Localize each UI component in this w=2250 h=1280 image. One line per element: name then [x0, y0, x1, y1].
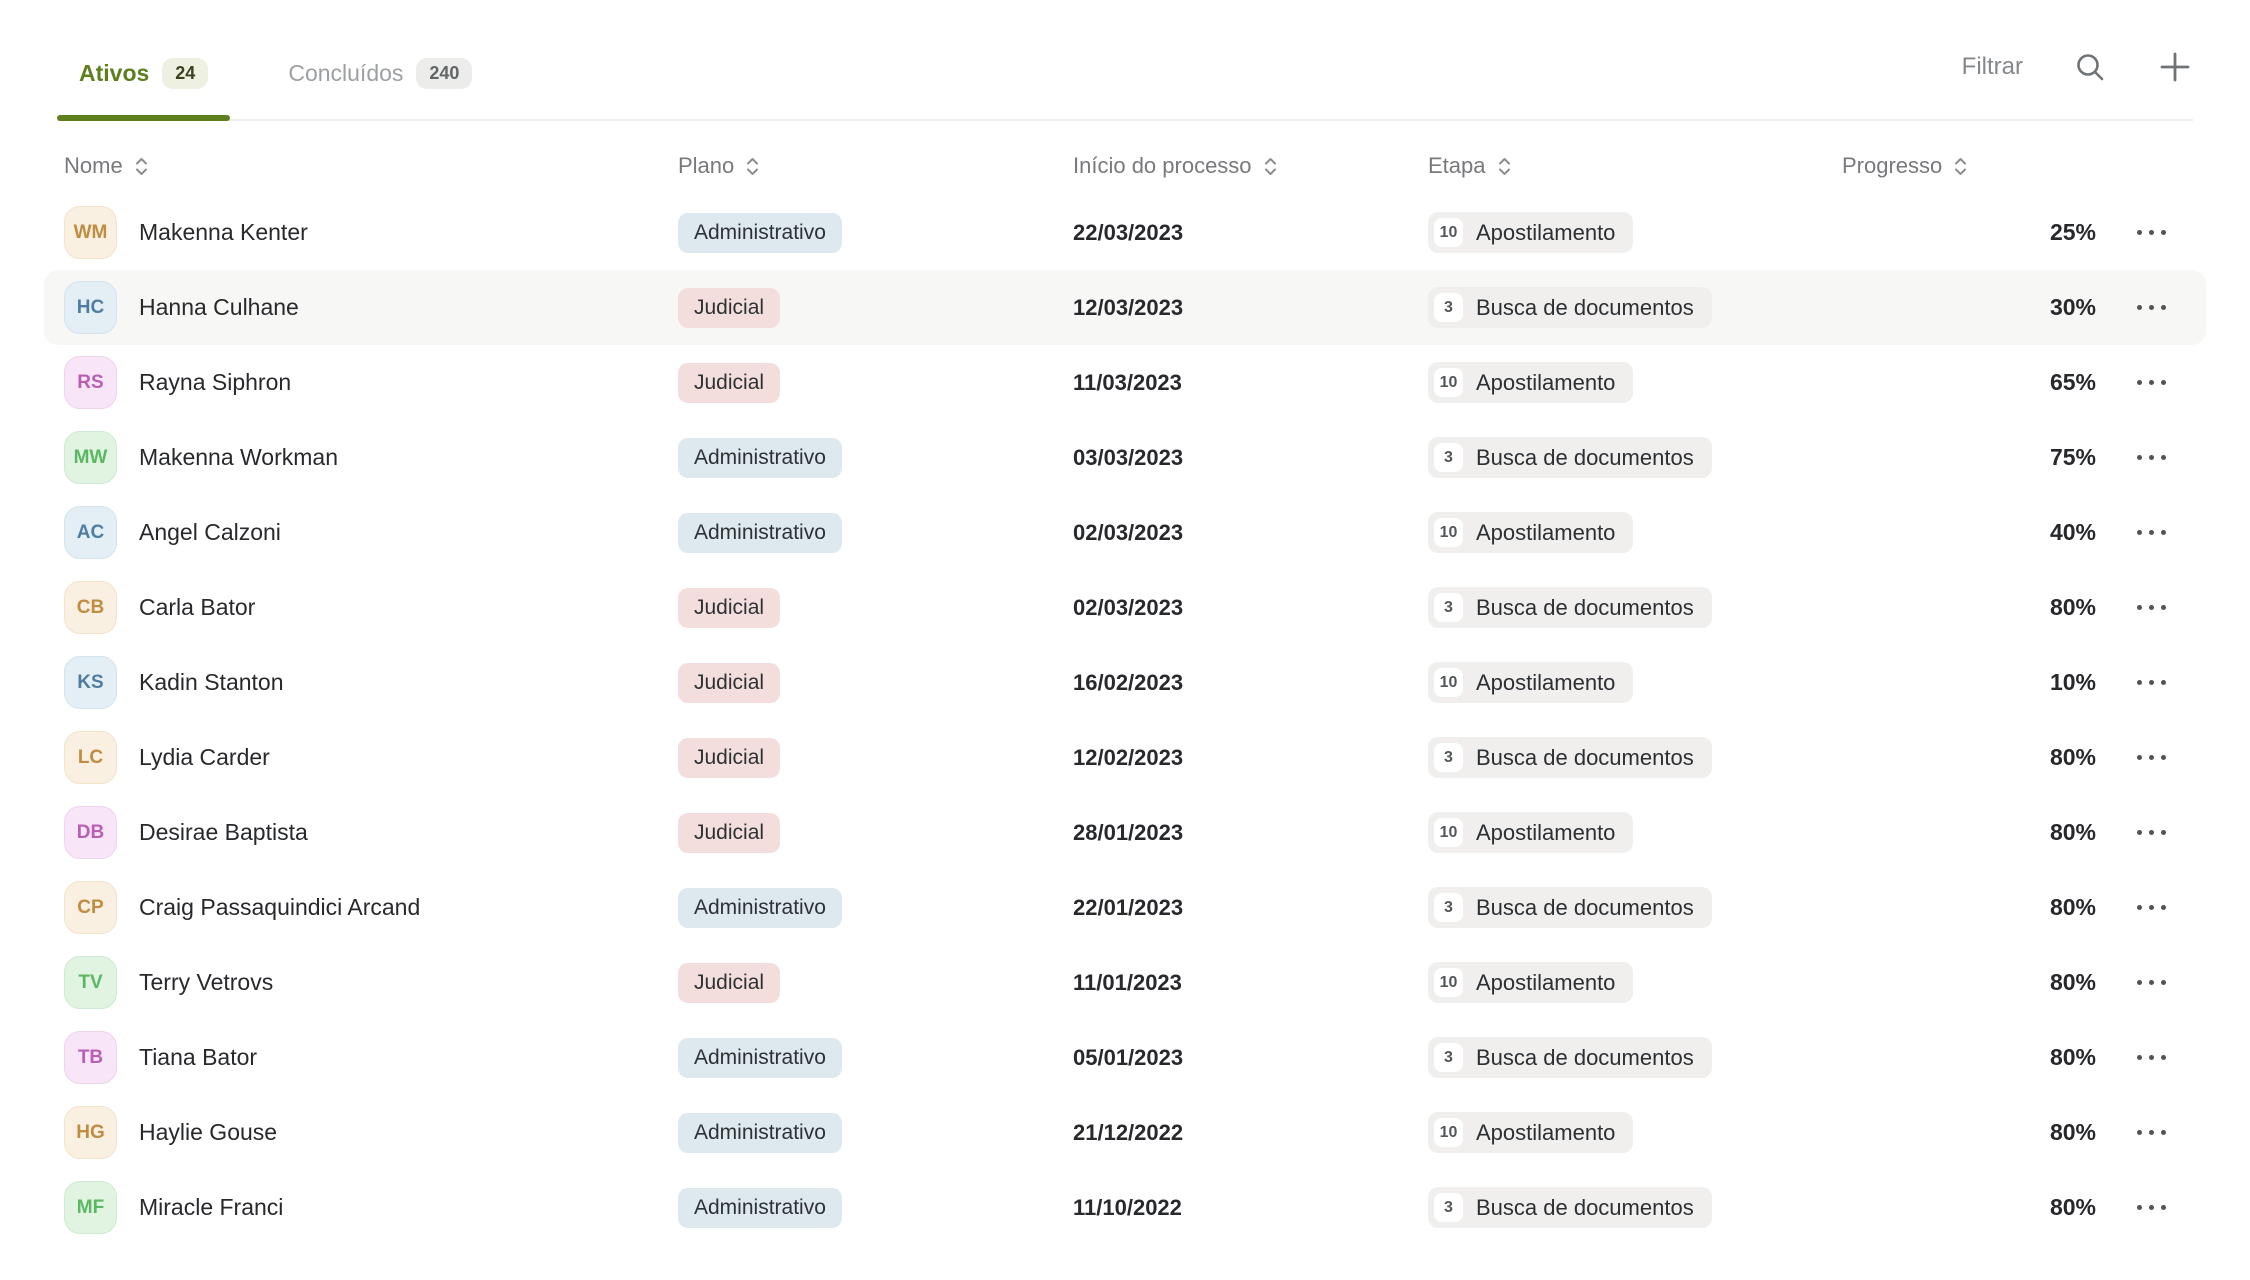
etapa-step-number: 3 [1434, 893, 1463, 922]
inicio-cell [1073, 220, 1428, 246]
etapa-step-number: 3 [1434, 1043, 1463, 1072]
etapa-cell [1428, 1187, 1842, 1228]
etapa-label: Apostilamento [1476, 369, 1616, 395]
actions-cell [2096, 1045, 2206, 1070]
table-row[interactable] [44, 270, 2206, 345]
plano-cell [678, 1038, 1073, 1078]
etapa-badge [1428, 962, 1633, 1003]
process-table [44, 137, 2206, 1245]
inicio-cell [1073, 1045, 1428, 1071]
inicio-cell [1073, 370, 1428, 396]
start-date: 12/02/2023 [1073, 744, 1184, 770]
plano-badge: Administrativo [678, 1188, 842, 1228]
actions-cell [2096, 520, 2206, 545]
etapa-cell [1428, 1037, 1842, 1078]
start-date: 12/03/2023 [1073, 294, 1184, 320]
avatar: CP [64, 881, 117, 934]
column-header-etapa-label: Etapa [1428, 153, 1486, 178]
etapa-cell [1428, 812, 1842, 853]
start-date: 22/01/2023 [1073, 894, 1184, 920]
table-header-row [44, 137, 2206, 195]
etapa-label: Apostilamento [1476, 1119, 1616, 1145]
filter-button[interactable]: Filtrar [1961, 53, 2023, 80]
ellipsis-icon [2137, 1055, 2166, 1060]
progress-percent: 80% [2049, 744, 2096, 770]
table-row[interactable] [44, 1020, 2206, 1095]
progress-percent: 80% [2049, 969, 2096, 995]
name-cell [64, 1106, 678, 1159]
person-name: Hanna Culhane [139, 294, 299, 320]
top-bar [57, 0, 2193, 121]
start-date: 05/01/2023 [1073, 1044, 1184, 1070]
plano-cell [678, 1188, 1073, 1228]
table-row[interactable] [44, 345, 2206, 420]
plano-cell [678, 513, 1073, 553]
column-header-etapa[interactable] [1428, 153, 1842, 179]
name-cell [64, 1031, 678, 1084]
table-row[interactable] [44, 195, 2206, 270]
etapa-badge [1428, 437, 1712, 478]
inicio-cell [1073, 970, 1428, 996]
column-header-inicio[interactable] [1073, 153, 1428, 179]
actions-cell [2096, 595, 2206, 620]
table-row[interactable] [44, 495, 2206, 570]
person-name: Kadin Stanton [139, 669, 284, 695]
ellipsis-icon [2137, 455, 2166, 460]
name-cell [64, 356, 678, 409]
avatar: KS [64, 656, 117, 709]
row-menu-button[interactable] [2127, 895, 2176, 920]
row-menu-button[interactable] [2127, 970, 2176, 995]
actions-cell [2096, 970, 2206, 995]
search-button[interactable] [2073, 50, 2107, 84]
etapa-step-number: 3 [1434, 443, 1463, 472]
plano-cell [678, 888, 1073, 928]
etapa-badge [1428, 212, 1633, 253]
progress-percent: 10% [2049, 669, 2096, 695]
sort-icon [744, 155, 761, 178]
tab-concluidos[interactable] [266, 0, 494, 119]
plus-icon [2157, 49, 2193, 85]
avatar: HC [64, 281, 117, 334]
start-date: 22/03/2023 [1073, 219, 1184, 245]
plano-cell [678, 213, 1073, 253]
ellipsis-icon [2137, 980, 2166, 985]
plano-cell [678, 363, 1073, 403]
actions-cell [2096, 670, 2206, 695]
progress-percent: 80% [2049, 819, 2096, 845]
sort-icon [1262, 155, 1279, 178]
etapa-badge [1428, 1037, 1712, 1078]
sort-icon [133, 155, 150, 178]
person-name: Carla Bator [139, 594, 256, 620]
avatar: CB [64, 581, 117, 634]
progress-percent: 80% [2049, 1119, 2096, 1145]
start-date: 03/03/2023 [1073, 444, 1184, 470]
progress-percent: 80% [2049, 594, 2096, 620]
avatar: DB [64, 806, 117, 859]
etapa-cell [1428, 662, 1842, 703]
plano-cell [678, 288, 1073, 328]
progress-percent: 80% [2049, 1044, 2096, 1070]
etapa-cell [1428, 437, 1842, 478]
etapa-label: Busca de documentos [1476, 594, 1694, 620]
etapa-label: Apostilamento [1476, 519, 1616, 545]
inicio-cell [1073, 745, 1428, 771]
progress-percent: 80% [2049, 1194, 2096, 1220]
etapa-step-number: 10 [1434, 968, 1463, 997]
plano-badge: Administrativo [678, 438, 842, 478]
plano-badge: Administrativo [678, 888, 842, 928]
row-menu-button[interactable] [2127, 445, 2176, 470]
inicio-cell [1073, 820, 1428, 846]
progress-percent: 75% [2049, 444, 2096, 470]
name-cell [64, 731, 678, 784]
etapa-badge [1428, 1187, 1712, 1228]
plano-cell [678, 588, 1073, 628]
column-header-nome-label: Nome [64, 153, 123, 178]
plano-cell [678, 963, 1073, 1003]
actions-cell [2096, 895, 2206, 920]
etapa-step-number: 10 [1434, 218, 1463, 247]
ellipsis-icon [2137, 830, 2166, 835]
etapa-label: Busca de documentos [1476, 894, 1694, 920]
column-header-progresso[interactable] [1842, 153, 2206, 179]
tab-concluidos-count-badge: 240 [416, 58, 472, 89]
name-cell [64, 806, 678, 859]
row-menu-button[interactable] [2127, 220, 2176, 245]
start-date: 28/01/2023 [1073, 819, 1184, 845]
plano-badge: Judicial [678, 963, 780, 1003]
etapa-label: Apostilamento [1476, 969, 1616, 995]
start-date: 02/03/2023 [1073, 594, 1184, 620]
row-menu-button[interactable] [2127, 595, 2176, 620]
row-menu-button[interactable] [2127, 370, 2176, 395]
etapa-label: Busca de documentos [1476, 1044, 1694, 1070]
inicio-cell [1073, 895, 1428, 921]
person-name: Angel Calzoni [139, 519, 281, 545]
actions-cell [2096, 1120, 2206, 1145]
avatar: HG [64, 1106, 117, 1159]
etapa-step-number: 3 [1434, 1193, 1463, 1222]
etapa-label: Busca de documentos [1476, 444, 1694, 470]
tab-concluidos-label: Concluídos [288, 60, 404, 86]
plano-cell [678, 738, 1073, 778]
actions-cell [2096, 370, 2206, 395]
ellipsis-icon [2137, 1130, 2166, 1135]
etapa-label: Busca de documentos [1476, 1194, 1694, 1220]
ellipsis-icon [2137, 755, 2166, 760]
start-date: 11/03/2023 [1073, 369, 1182, 395]
inicio-cell [1073, 520, 1428, 546]
avatar: MF [64, 1181, 117, 1234]
etapa-badge [1428, 662, 1633, 703]
plano-cell [678, 663, 1073, 703]
etapa-cell [1428, 1112, 1842, 1153]
plano-badge: Judicial [678, 588, 780, 628]
start-date: 11/01/2023 [1073, 969, 1182, 995]
start-date: 21/12/2022 [1073, 1119, 1184, 1145]
table-row[interactable] [44, 795, 2206, 870]
avatar: LC [64, 731, 117, 784]
person-name: Lydia Carder [139, 744, 270, 770]
etapa-badge [1428, 512, 1633, 553]
person-name: Rayna Siphron [139, 369, 292, 395]
etapa-label: Apostilamento [1476, 669, 1616, 695]
etapa-cell [1428, 587, 1842, 628]
sort-icon [1952, 155, 1969, 178]
person-name: Tiana Bator [139, 1044, 258, 1070]
name-cell [64, 206, 678, 259]
inicio-cell [1073, 1120, 1428, 1146]
ellipsis-icon [2137, 530, 2166, 535]
person-name: Miracle Franci [139, 1194, 284, 1220]
tab-list [57, 0, 494, 119]
progress-percent: 40% [2049, 519, 2096, 545]
name-cell [64, 581, 678, 634]
start-date: 16/02/2023 [1073, 669, 1184, 695]
ellipsis-icon [2137, 680, 2166, 685]
actions-cell [2096, 820, 2206, 845]
ellipsis-icon [2137, 305, 2166, 310]
start-date: 02/03/2023 [1073, 519, 1184, 545]
sort-icon [1496, 155, 1513, 178]
plano-cell [678, 438, 1073, 478]
plano-badge: Administrativo [678, 1038, 842, 1078]
actions-cell [2096, 745, 2206, 770]
etapa-label: Apostilamento [1476, 819, 1616, 845]
name-cell [64, 1181, 678, 1234]
row-menu-button[interactable] [2127, 1120, 2176, 1145]
plano-badge: Administrativo [678, 513, 842, 553]
etapa-step-number: 10 [1434, 518, 1463, 547]
person-name: Desirae Baptista [139, 819, 308, 845]
etapa-badge [1428, 287, 1712, 328]
column-header-progresso-label: Progresso [1842, 153, 1943, 178]
actions-cell [2096, 445, 2206, 470]
ellipsis-icon [2137, 1205, 2166, 1210]
inicio-cell [1073, 670, 1428, 696]
table-row[interactable] [44, 645, 2206, 720]
table-row[interactable] [44, 1170, 2206, 1245]
inicio-cell [1073, 295, 1428, 321]
table-row[interactable] [44, 870, 2206, 945]
etapa-cell [1428, 737, 1842, 778]
plano-badge: Administrativo [678, 213, 842, 253]
etapa-cell [1428, 887, 1842, 928]
name-cell [64, 506, 678, 559]
row-menu-button[interactable] [2127, 1045, 2176, 1070]
etapa-label: Busca de documentos [1476, 294, 1694, 320]
table-row[interactable] [44, 945, 2206, 1020]
plano-badge: Judicial [678, 738, 780, 778]
ellipsis-icon [2137, 380, 2166, 385]
etapa-step-number: 3 [1434, 293, 1463, 322]
table-row[interactable] [44, 1095, 2206, 1170]
avatar: TV [64, 956, 117, 1009]
etapa-badge [1428, 737, 1712, 778]
etapa-label: Busca de documentos [1476, 744, 1694, 770]
person-name: Makenna Workman [139, 444, 338, 470]
table-row[interactable] [44, 570, 2206, 645]
column-header-inicio-label: Início do processo [1073, 153, 1252, 178]
row-menu-button[interactable] [2127, 670, 2176, 695]
name-cell [64, 656, 678, 709]
name-cell [64, 431, 678, 484]
name-cell [64, 956, 678, 1009]
actions-cell [2096, 220, 2206, 245]
tab-ativos[interactable] [57, 0, 230, 119]
start-date: 11/10/2022 [1073, 1194, 1182, 1220]
avatar: TB [64, 1031, 117, 1084]
etapa-badge [1428, 1112, 1633, 1153]
column-header-plano-label: Plano [678, 153, 735, 178]
etapa-label: Apostilamento [1476, 219, 1616, 245]
tab-ativos-count-badge: 24 [162, 58, 208, 89]
inicio-cell [1073, 445, 1428, 471]
progress-percent: 25% [2049, 219, 2096, 245]
avatar: WM [64, 206, 117, 259]
avatar: AC [64, 506, 117, 559]
etapa-step-number: 3 [1434, 743, 1463, 772]
etapa-cell [1428, 512, 1842, 553]
etapa-step-number: 3 [1434, 593, 1463, 622]
table-body [44, 195, 2206, 1245]
row-menu-button[interactable] [2127, 520, 2176, 545]
person-name: Terry Vetrovs [139, 969, 274, 995]
avatar: MW [64, 431, 117, 484]
etapa-step-number: 10 [1434, 818, 1463, 847]
plano-badge: Judicial [678, 288, 780, 328]
add-button[interactable] [2157, 49, 2193, 85]
etapa-cell [1428, 362, 1842, 403]
person-name: Makenna Kenter [139, 219, 308, 245]
etapa-cell [1428, 962, 1842, 1003]
progress-percent: 65% [2049, 369, 2096, 395]
progress-percent: 30% [2049, 294, 2096, 320]
avatar: RS [64, 356, 117, 409]
plano-badge: Judicial [678, 813, 780, 853]
row-menu-button[interactable] [2127, 295, 2176, 320]
actions-cell [2096, 1195, 2206, 1220]
plano-badge: Judicial [678, 663, 780, 703]
ellipsis-icon [2137, 605, 2166, 610]
name-cell [64, 281, 678, 334]
actions-cell [2096, 295, 2206, 320]
table-row[interactable] [44, 720, 2206, 795]
tab-ativos-label: Ativos [79, 60, 150, 86]
person-name: Craig Passaquindici Arcand [139, 894, 421, 920]
search-icon [2073, 50, 2107, 84]
ellipsis-icon [2137, 230, 2166, 235]
column-header-plano[interactable] [678, 153, 1073, 179]
column-header-nome[interactable] [64, 153, 678, 179]
etapa-cell [1428, 287, 1842, 328]
inicio-cell [1073, 1195, 1428, 1221]
row-menu-button[interactable] [2127, 745, 2176, 770]
toolbar [1962, 49, 2193, 119]
plano-cell [678, 813, 1073, 853]
row-menu-button[interactable] [2127, 1195, 2176, 1220]
etapa-badge [1428, 887, 1712, 928]
etapa-badge [1428, 587, 1712, 628]
plano-cell [678, 1113, 1073, 1153]
plano-badge: Administrativo [678, 1113, 842, 1153]
plano-badge: Judicial [678, 363, 780, 403]
inicio-cell [1073, 595, 1428, 621]
table-row[interactable] [44, 420, 2206, 495]
etapa-badge [1428, 812, 1633, 853]
ellipsis-icon [2137, 905, 2166, 910]
etapa-step-number: 10 [1434, 1118, 1463, 1147]
name-cell [64, 881, 678, 934]
etapa-step-number: 10 [1434, 368, 1463, 397]
etapa-cell [1428, 212, 1842, 253]
row-menu-button[interactable] [2127, 820, 2176, 845]
etapa-badge [1428, 362, 1633, 403]
etapa-step-number: 10 [1434, 668, 1463, 697]
progress-percent: 80% [2049, 894, 2096, 920]
person-name: Haylie Gouse [139, 1119, 278, 1145]
